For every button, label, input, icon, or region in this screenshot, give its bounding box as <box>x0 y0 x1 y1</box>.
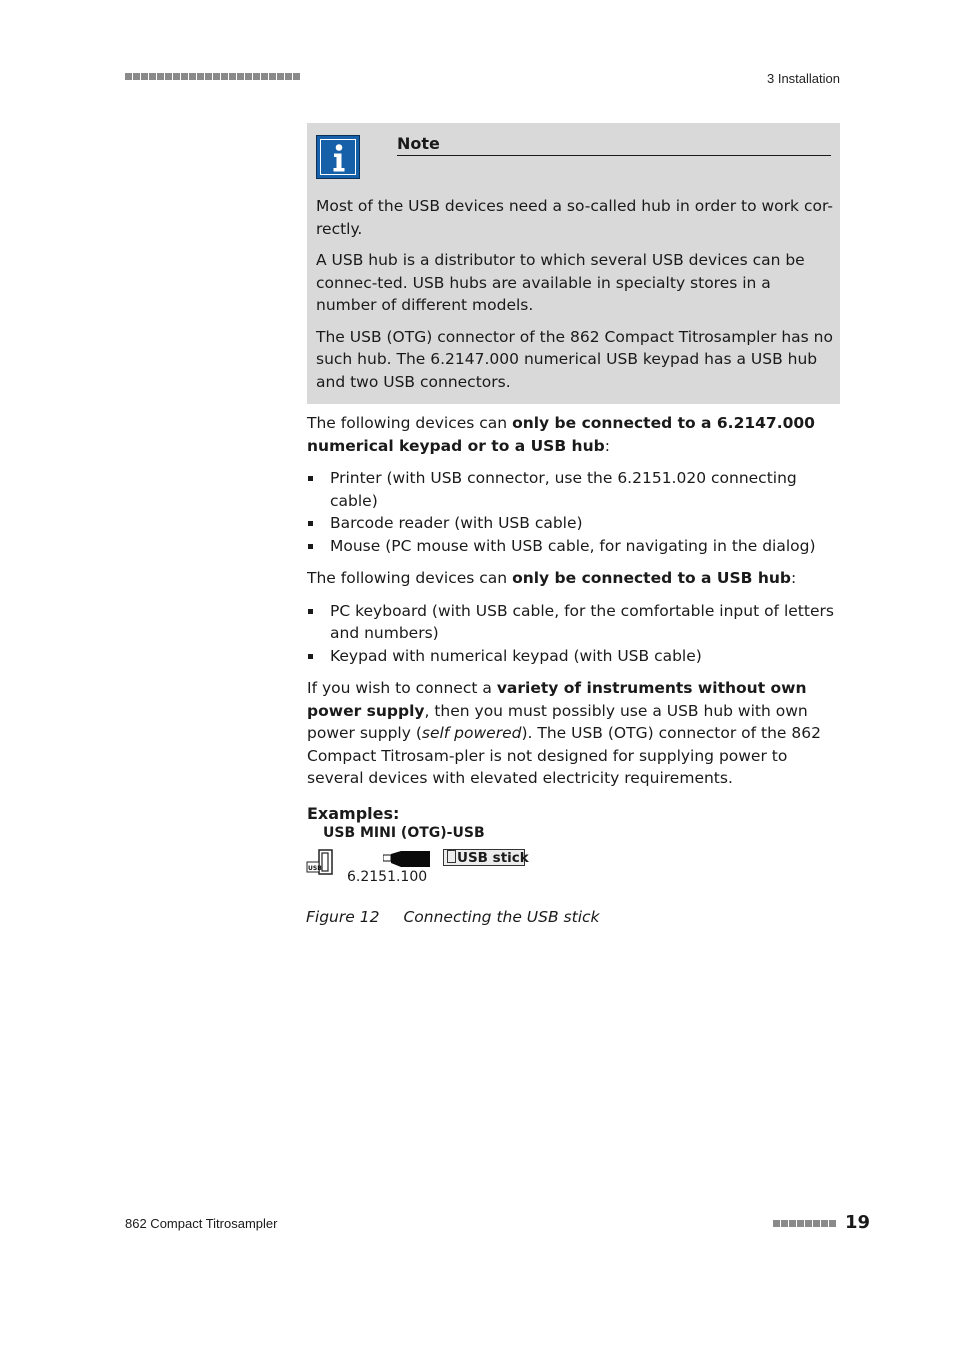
main-content <box>307 412 840 823</box>
list-item: Mouse (PC mouse with USB cable, for navigating in the dialog) <box>307 535 840 558</box>
info-icon <box>316 135 360 179</box>
device-list-hub-only <box>307 600 840 668</box>
page-number: 19 <box>845 1212 871 1233</box>
note-paragraph: The USB (OTG) connector of the 862 Compact Titrosampler has no such hub. The 6.2147.000 numerical USB keypad has a USB hub and two USB connectors. <box>316 327 833 391</box>
footer-dot-bar <box>773 1220 836 1227</box>
header-dot-bar <box>125 73 300 80</box>
list-item: PC keyboard (with USB cable, for the comfortable input of letters and numbers) <box>307 600 840 645</box>
paragraph-keypad-hub: The following devices can only be connected to a 6.2147.000 numerical keypad or to a USB hub: <box>307 414 815 455</box>
paragraph-power-supply: If you wish to connect a variety of instruments without own power supply, then you must possibly use a USB hub with own power supply (self powered). The USB (OTG) connector of the 862 Compact Titrosam-pler is not designed for supplying power to several devices with elevated electricity requirements. <box>307 679 821 787</box>
note-paragraph: A USB hub is a distributor to which several USB devices can be connec-ted. USB hubs are available in specialty stores in a number of different models. <box>316 251 805 314</box>
list-item: Barcode reader (with USB cable) <box>307 512 840 535</box>
svg-text:USB: USB <box>308 865 322 872</box>
device-list-keypad-or-hub <box>307 467 840 557</box>
usb-stick-label: USB stick <box>443 849 525 866</box>
list-item: Printer (with USB connector, use the 6.2151.020 connecting cable) <box>307 467 840 512</box>
note-body <box>316 195 834 402</box>
footer-product-name: 862 Compact Titrosampler <box>125 1216 278 1231</box>
paragraph-hub-only: The following devices can only be connected to a USB hub: <box>307 569 797 587</box>
usb-port-icon <box>305 848 337 878</box>
note-paragraph: Most of the USB devices need a so-called hub in order to work cor-rectly. <box>316 197 833 238</box>
examples-heading: Examples: <box>307 803 400 823</box>
note-title: Note <box>397 134 831 156</box>
figure-title: USB MINI (OTG)-USB <box>323 825 485 841</box>
note-box <box>307 123 840 404</box>
list-item: Keypad with numerical keypad (with USB cable) <box>307 645 840 668</box>
usb-cable-icon <box>383 848 431 870</box>
part-number: 6.2151.100 <box>347 869 428 885</box>
usb-figure <box>305 824 565 894</box>
figure-caption: Figure 12 Connecting the USB stick <box>306 908 600 926</box>
header-section-title: 3 Installation <box>767 71 840 86</box>
